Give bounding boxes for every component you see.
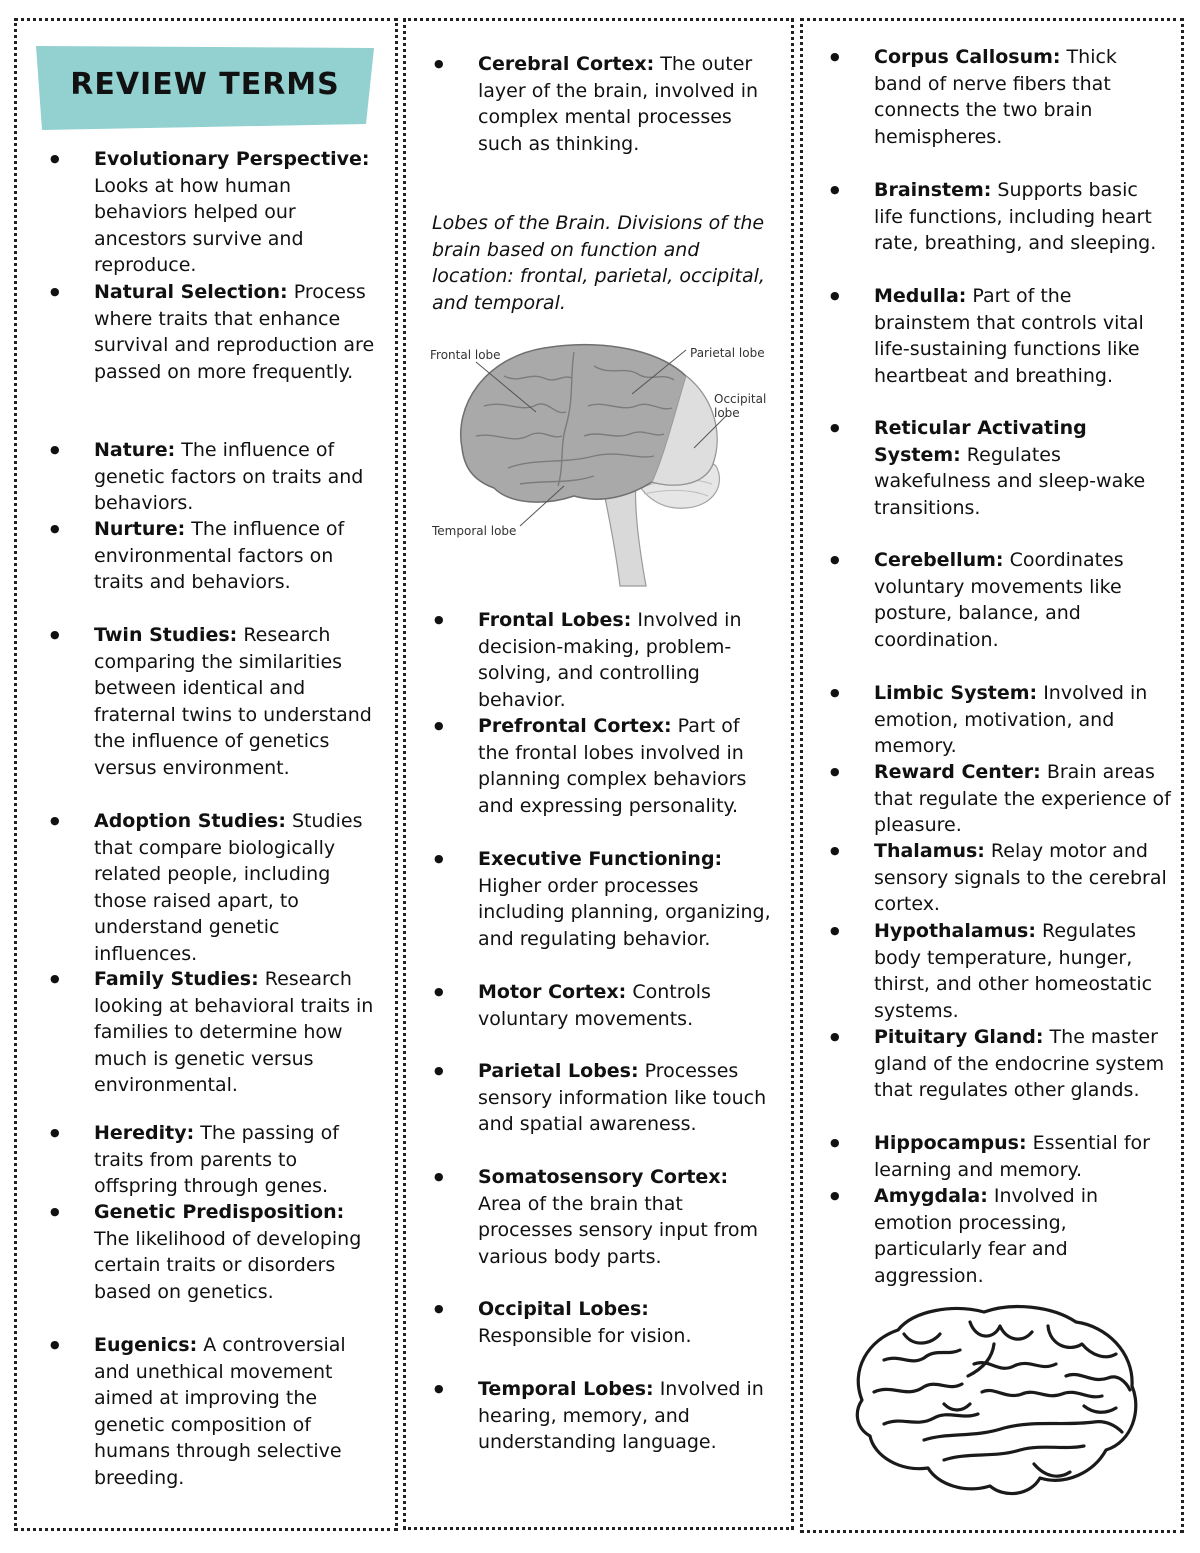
list-item: ● Parietal Lobes: Processes sensory information like touch and spatial awareness. xyxy=(478,1058,768,1138)
occipital-lobe-label-line2: lobe xyxy=(714,406,740,420)
list-item: ● Executive Functioning: Higher order processes including planning, organizing, and regulating behavior. xyxy=(478,846,774,952)
list-item: ● Reward Center: Brain areas that regulate the experience of pleasure. xyxy=(874,759,1180,839)
list-item: ● Medulla: Part of the brainstem that controls vital life-sustaining functions like heartbeat and breathing. xyxy=(874,283,1164,389)
brain-outline-illustration xyxy=(844,1300,1144,1500)
lobes-of-the-brain-note: Lobes of the Brain. Divisions of the brain based on function and location: frontal, parietal, occipital, and temporal. xyxy=(432,212,765,314)
list-item: ● Cerebellum: Coordinates voluntary movements like posture, balance, and coordination. xyxy=(874,547,1170,653)
review-terms-banner xyxy=(36,44,374,132)
list-item: ● Thalamus: Relay motor and sensory signals to the cerebral cortex. xyxy=(874,838,1180,918)
list-item: ● Prefrontal Cortex: Part of the frontal lobes involved in planning complex behaviors and expressing personality. xyxy=(478,713,768,819)
list-item: ● Nature: The influence of genetic factors on traits and behaviors. xyxy=(94,437,376,517)
list-item: ● Reticular Activating System: Regulates wakefulness and sleep-wake transitions. xyxy=(874,415,1164,521)
list-item: ● Temporal Lobes: Involved in hearing, memory, and understanding language. xyxy=(478,1376,768,1456)
brain-line-drawing xyxy=(844,1300,1144,1500)
page-title: REVIEW TERMS xyxy=(70,66,340,102)
temporal-lobe-label: Temporal lobe xyxy=(432,524,517,538)
list-item: ● Corpus Callosum: Thick band of nerve fibers that connects the two brain hemispheres. xyxy=(874,44,1164,150)
list-item: ● Cerebral Cortex: The outer layer of the brain, involved in complex mental processes such as thinking. xyxy=(478,51,770,157)
list-item: ● Amygdala: Involved in emotion processing, particularly fear and aggression. xyxy=(874,1183,1164,1289)
list-item: ● Frontal Lobes: Involved in decision-making, problem-solving, and controlling behavior. xyxy=(478,607,768,713)
list-item: ● Hypothalamus: Regulates body temperature, hunger, thirst, and other homeostatic systems. xyxy=(874,918,1174,1024)
brain-lobes-illustration xyxy=(424,336,774,588)
list-item: ● Occipital Lobes: Responsible for vision. xyxy=(478,1296,748,1349)
list-item: ● Nurture: The influence of environmental factors on traits and behaviors. xyxy=(94,516,376,596)
list-item: ● Family Studies: Research looking at behavioral traits in families to determine how much is genetic versus environmental. xyxy=(94,966,386,1099)
list-item: ● Eugenics: A controversial and unethical movement aimed at improving the genetic composition of humans through selective breeding. xyxy=(94,1332,382,1491)
list-item: ● Somatosensory Cortex: Area of the brain that processes sensory input from various body parts. xyxy=(478,1164,768,1270)
list-item: ● Limbic System: Involved in emotion, motivation, and memory. xyxy=(874,680,1174,760)
list-item: ● Adoption Studies: Studies that compare biologically related people, including those raised apart, to understand genetic influences. xyxy=(94,808,386,967)
list-item: ● Twin Studies: Research comparing the similarities between identical and fraternal twins to understand the influence of genetics versus environment. xyxy=(94,622,382,781)
list-item: ● Hippocampus: Essential for learning and memory. xyxy=(874,1130,1180,1183)
list-item: ● Natural Selection: Process where traits that enhance survival and reproduction are passed on more frequently. xyxy=(94,279,376,385)
frontal-lobe-label: Frontal lobe xyxy=(430,348,501,362)
brain-lobes-diagram xyxy=(424,336,774,588)
list-item: ● Motor Cortex: Controls voluntary movements. xyxy=(478,979,768,1032)
list-item: ● Genetic Predisposition: The likelihood of developing certain traits or disorders based on genetics. xyxy=(94,1199,372,1305)
list-item: ● Heredity: The passing of traits from parents to offspring through genes. xyxy=(94,1120,374,1200)
list-item: ● Brainstem: Supports basic life functions, including heart rate, breathing, and sleeping. xyxy=(874,177,1170,257)
parietal-lobe-label: Parietal lobe xyxy=(690,346,765,360)
occipital-lobe-label-line1: Occipital xyxy=(714,392,767,406)
list-item: ● Pituitary Gland: The master gland of the endocrine system that regulates other glands. xyxy=(874,1024,1170,1104)
list-item: ● Evolutionary Perspective: Looks at how human behaviors helped our ancestors survive and reproduce. xyxy=(94,146,386,279)
